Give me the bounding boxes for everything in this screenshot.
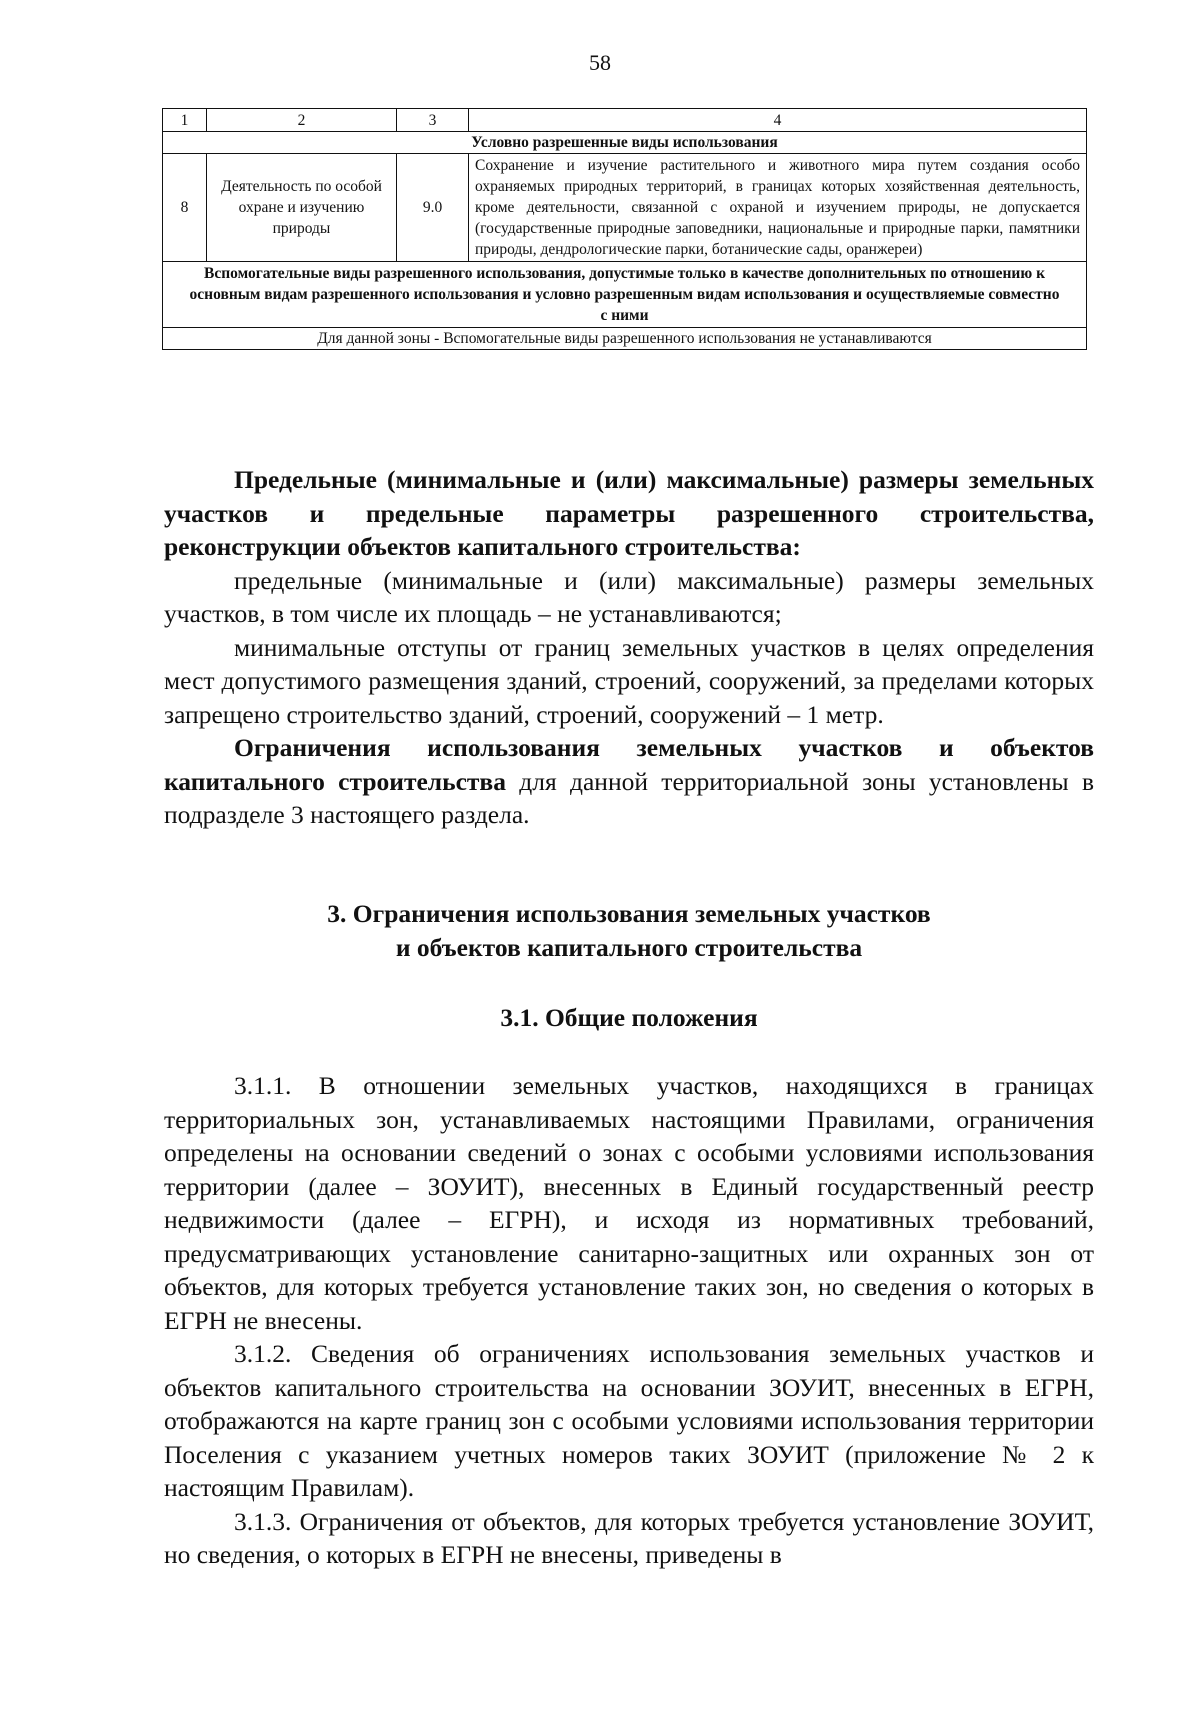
auxiliary-uses-note: Для данной зоны - Вспомогательные виды разрешенного использования не устанавливаются <box>163 328 1087 350</box>
column-number: 1 <box>163 109 207 132</box>
subsection-title: 3.1. Общие положения <box>500 1003 758 1032</box>
auxiliary-uses-note-row <box>163 328 1087 350</box>
limits-paragraph-3-bold: Ограничения использования земельных участков и объектов капитального строительства <box>164 733 1094 796</box>
use-description: Сохранение и изучение растительного и животного мира путем создания особо охраняемых природных территорий, в границах которых хозяйственная деятельность, кроме деятельности, связанной с охраной и изучением природы, не допускается (государственные природные заповедники, национальные и природные парки, памятники природы, дендрологические парки, ботанические сады, оранжереи) <box>469 154 1087 262</box>
table-row <box>163 154 1087 262</box>
column-number: 3 <box>397 109 469 132</box>
limits-section <box>164 463 1094 832</box>
general-provisions <box>164 1069 1094 1572</box>
limits-paragraph-3 <box>164 731 1094 832</box>
conditional-uses-header-row <box>163 132 1087 154</box>
column-number: 4 <box>469 109 1087 132</box>
conditional-uses-header: Условно разрешенные виды использования <box>163 132 1087 154</box>
limits-paragraph-2: минимальные отступы от границ земельных участков в целях определения мест допустимого размещения зданий, строений, сооружений, за пределами которых запрещено строительство зданий, строений, сооружений – 1 метр. <box>164 632 1094 729</box>
section-3-title <box>164 897 1094 965</box>
table-column-numbers <box>163 109 1087 132</box>
auxiliary-uses-header: Вспомогательные виды разрешенного использования, допустимые только в качестве дополнительных по отношению к основным видам разрешенного использования и условно разрешенным видам использования и осуществляемые совместно с ними <box>163 262 1087 328</box>
limits-heading: Предельные (минимальные и (или) максимальные) размеры земельных участков и предельные параметры разрешенного строительства, реконструкции объектов капитального строительства: <box>164 465 1094 561</box>
section-3-title-line-2: и объектов капитального строительства <box>395 933 863 962</box>
limits-paragraph-1: предельные (минимальные и (или) максимальные) размеры земельных участков, в том числе их площадь – не устанавливаются; <box>164 565 1094 628</box>
limits-paragraph-3-rest: для данной территориальной зоны установлены в подразделе 3 настоящего раздела. <box>164 766 1095 829</box>
paragraph-3-1-2: 3.1.2. Сведения об ограничениях использования земельных участков и объектов капитального строительства на основании ЗОУИТ, внесенных в ЕГРН, отображаются на карте границ зон с особыми условиями использования территории Поселения с указанием учетных номеров таких ЗОУИТ (приложение № 2 к настоящим Правилам). <box>164 1339 1094 1502</box>
row-number: 8 <box>163 154 207 262</box>
column-number: 2 <box>207 109 397 132</box>
use-code: 9.0 <box>397 154 469 262</box>
paragraph-3-1-1: 3.1.1. В отношении земельных участков, находящихся в границах территориальных зон, устанавливаемых настоящими Правилами, ограничения определены на основании сведений о зонах с особыми условиями использования территории (далее – ЗОУИТ), внесенных в Единый государственный реестр недвижимости (далее – ЕГРН), и исходя из нормативных требований, предусматривающих установление санитарно-защитных или охранных зон от объектов, для которых требуется установление таких зон, но сведения о которых в ЕГРН не внесены. <box>164 1071 1094 1335</box>
page-number: 58 <box>589 50 611 75</box>
land-use-table <box>162 108 1087 350</box>
use-name: Деятельность по особой охране и изучению природы <box>207 154 397 262</box>
section-3-title-line-1: 3. Ограничения использования земельных участков <box>327 899 931 928</box>
paragraph-3-1-3: 3.1.3. Ограничения от объектов, для которых требуется установление ЗОУИТ, но сведения, о которых в ЕГРН не внесены, приведены в <box>164 1506 1094 1569</box>
auxiliary-uses-header-row <box>163 262 1087 328</box>
